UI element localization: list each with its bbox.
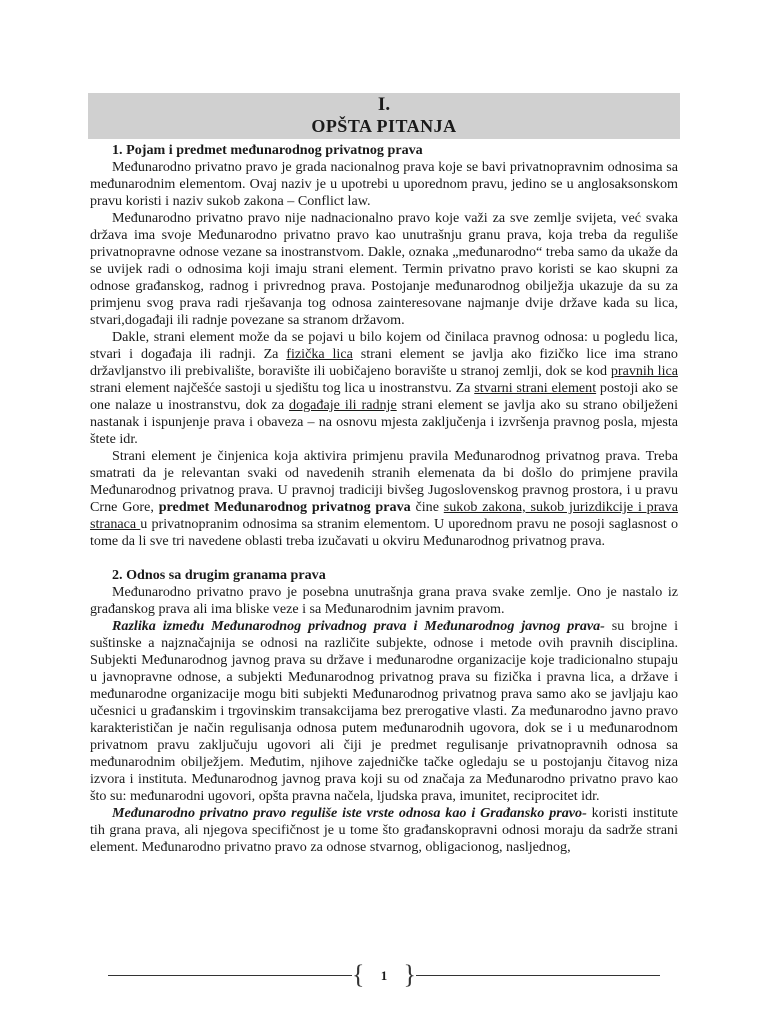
paragraph (90, 618, 678, 805)
paragraph (90, 805, 678, 856)
section-spacer (90, 550, 678, 567)
page-number: 1 (380, 968, 388, 983)
text-run: strani element najčešće sastoji u sjedištu tog lica u inostranstvu. Za (90, 380, 475, 396)
chapter-number: I. (377, 94, 391, 115)
section-1-heading: 1. Pojam i predmet međunarodnog privatnog prava (112, 142, 423, 158)
underlined-term: stvarni strani element (474, 380, 597, 396)
text-run: koristi institute tih grana prava, ali njegova specifičnost je u tome što građanskopravni odnosi moraju da sadrže strani element. Međunarodno privatno pravo za odnose stvarnog, obligacionog, nasljednog, (90, 805, 678, 855)
text-run: su brojne i suštinske a najznačajnija se odnosi na različite subjekte, odnose i metode ovih pravnih disciplina. Subjekti Međunarodnog javnog prava su države i međunarodne organizacije koje tradicionalno stupaju u javnopravne odnose, a subjekti Međunarodnog privatnog prava su fizička i pravna lica, a države i međunarodne organizacije mogu biti subjekti Međunarodnog privatnog prava samo ako se javljaju kao učesnici u građanskim i trgovinskim transakcijama bez prerogative vlasti. Za međunarodno javno pravo karakterističan je način regulisanja odnosa putem međunarodnih ugovora, dok se i u međunarodnom privatnom pravu zaključuju ugovori ali čiji je predmet regulisanje privatnopravnih odnosa sa međunarodnim obilježjem. Međutim, njihove zajedničke tačke ogledaju se u postojanju čitavog niza izvora i instituta. Međunarodnog javnog prava koji su od značaja za Međunarodno privatno pravo kao što su: međunarodni ugovori, opšta pravna načela, ljudska prava, imunitet, reciprocitet idr. (90, 618, 678, 804)
footer-rule-right (416, 975, 660, 976)
page-footer (108, 960, 660, 990)
text-run: Strani element je činjenica koja aktivira primjenu pravila Međunarodnog privatnog prava. Treba smatrati da je relevantan svaki od navedenih stranih elemenata da bi došlo do primjene pravila Međunarodnog privatnog prava. U pravnoj tradiciji bivšeg Jugoslovenskog pravnog prostora, i u pravu Crne Gore, (90, 448, 678, 515)
text-run: Dakle, strani element može da se pojavi u bilo kojem od činilaca pravnog odnosa: u pogledu lica, stvari i događaja ili radnji. Za (90, 329, 678, 362)
text-run: postoji ako se one nalaze u inostranstvu, dok za (90, 380, 678, 413)
paragraph: Međunarodno privatno pravo je posebna unutrašnja grana prava svake zemlje. Ono je nastalo iz građanskog prava ali ima bliske veze i sa Međunarodnim javnim pravom. (90, 584, 678, 617)
bold-italic-term: Međunarodno privatno pravo reguliše iste vrste odnosa kao i Građansko pravo- (112, 805, 587, 821)
bold-italic-term: Razlika između Međunarodnog privadnog prava i Međunarodnog javnog prava- (112, 618, 605, 634)
underlined-term: događaje ili radnje (289, 397, 397, 413)
right-brace-ornament: } (403, 960, 416, 989)
underlined-term: fizička lica (286, 346, 353, 362)
underlined-term: sukob zakona, sukob jurizdikcije i prava stranaca (90, 499, 678, 532)
paragraph: Međunarodno privatno pravo nije nadnacionalno pravo koje važi za sve zemlje svijeta, već svaka država ima svoje Međunarodno privatno pravo kao unutrašnju granu prava, koja treba da reguliše privatnopravne odnose vezane sa inostranstvom. Dakle, oznaka „međunarodno“ treba samo da ukaže da se uvijek radi o odnosima koji imaju strani element. Termin privatno pravo koristi se kao skupni za odnose građanskog, radnog i privrednog prava. Postojanje međunarodnog obilježja ukazuje da su za primjenu svog prava radi rješavanja tog odnosa zainteresovane najmanje dvije države kada su lica, stvari,događaji ili radnje povezane sa stranom državom. (90, 210, 678, 328)
bold-term: predmet Međunarodnog privatnog prava (158, 499, 411, 515)
text-run: u privatnopranim odnosima sa stranim elementom. U uporednom pravu ne posoji saglasnost o tome da li sve tri navedene oblasti treba izučavati u okviru Međunarodnog privatnog prava. (90, 516, 678, 549)
paragraph (90, 448, 678, 550)
text-run: strani element se javlja ako fizičko lice ima strano državljanstvo ili prebivalište, boravište ili uobičajeno boravište u stranoj zemlji, dok se kod (90, 346, 678, 379)
text-run: strani element se javlja ako su strano obilježeni nastanak i ispunjenje prava i obaveza – na osnovu mjesta zaključenja i izvršenja pravnog posla, mjesta štete idr. (90, 397, 678, 447)
paragraph (90, 329, 678, 448)
chapter-title: OPŠTA PITANJA (311, 116, 457, 136)
document-body (90, 142, 678, 856)
chapter-header (88, 93, 680, 139)
paragraph: Međunarodno privatno pravo je grada nacionalnog prava koje se bavi privatnopravnim odnosima sa međunarodnim elementom. Ovaj naziv je u upotrebi u uporednom pravu, jedino se u anglosaksonskom pravu koristi i naziv sukob zakona – Conflict law. (90, 159, 678, 209)
underlined-term: pravnih lica (610, 363, 678, 379)
text-run: čine (410, 499, 444, 515)
left-brace-ornament: { (352, 960, 365, 989)
section-2-heading: 2. Odnos sa drugim granama prava (112, 567, 326, 583)
